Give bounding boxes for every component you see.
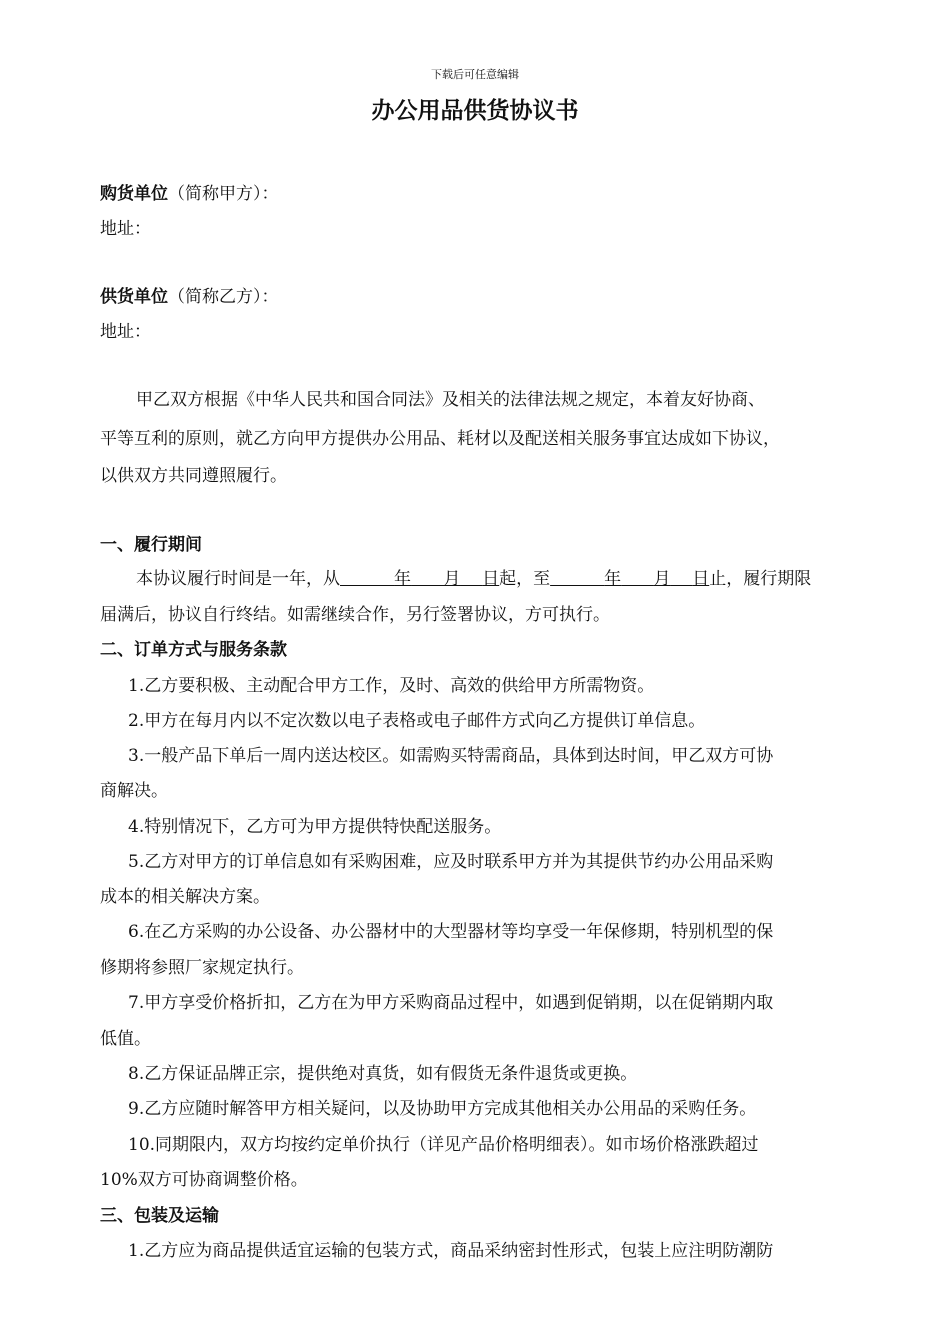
clause-line: 2.甲方在每月内以不定次数以电子表格或电子邮件方式向乙方提供订单信息。	[128, 711, 706, 731]
party-b-label: 供货单位	[100, 287, 168, 307]
clause-line: 7.甲方享受价格折扣，乙方在为甲方采购商品过程中，如遇到促销期，以在促销期内取	[128, 993, 774, 1013]
section-heading: 一、履行期间	[100, 535, 202, 555]
from-month: 月	[443, 569, 461, 589]
clause-line: 10.同期限内，双方均按约定单价执行（详见产品价格明细表）。如市场价格涨跌超过	[128, 1135, 759, 1155]
clause-line: 3.一般产品下单后一周内送达校区。如需购买特需商品，具体到达时间，甲乙双方可协	[128, 746, 774, 766]
clause-line: 1.乙方要积极、主动配合甲方工作，及时、高效的供给甲方所需物资。	[128, 676, 655, 696]
party-a-line	[100, 182, 870, 206]
term-line	[136, 567, 906, 591]
to-day: 日	[692, 569, 710, 589]
clause-line: 5.乙方对甲方的订单信息如有采购困难，应及时联系甲方并为其提供节约办公用品采购	[128, 852, 774, 872]
clause-line: 4.特别情况下，乙方可为甲方提供特快配送服务。	[128, 817, 502, 837]
party-a-paren: （简称甲方）：	[168, 184, 279, 204]
party-a-label: 购货单位	[100, 184, 168, 204]
header-note: 下载后可任意编辑	[431, 68, 519, 81]
party-b-paren: （简称乙方）：	[168, 287, 279, 307]
section-heading: 二、订单方式与服务条款	[100, 640, 287, 660]
term-text-end: 止，履行期限	[709, 569, 812, 589]
clause-line: 商解决。	[100, 781, 168, 801]
to-date-blank	[550, 569, 709, 589]
term-text-mid: 起，至	[499, 569, 551, 589]
clause-line: 10%双方可协商调整价格。	[100, 1170, 308, 1190]
clause-line: 8.乙方保证品牌正宗，提供绝对真货，如有假货无条件退货或更换。	[128, 1064, 638, 1084]
party-b-line	[100, 285, 870, 309]
clause-line: 6.在乙方采购的办公设备、办公器材中的大型器材等均享受一年保修期，特别机型的保	[128, 922, 774, 942]
from-date-blank	[340, 569, 499, 589]
preamble-line: 平等互利的原则，就乙方向甲方提供办公用品、耗材以及配送相关服务事宜达成如下协议，	[100, 429, 780, 449]
clause-line: 低值。	[100, 1029, 151, 1049]
clause-line: 9.乙方应随时解答甲方相关疑问，以及协助甲方完成其他相关办公用品的采购任务。	[128, 1099, 757, 1119]
party-a-address: 地址：	[100, 219, 151, 239]
term-line-2: 届满后，协议自行终结。如需继续合作，另行签署协议，方可执行。	[100, 605, 610, 625]
preamble-line: 甲乙双方根据《中华人民共和国合同法》及相关的法律法规之规定，本着友好协商、	[136, 390, 765, 410]
from-year: 年	[394, 569, 412, 589]
term-text-start: 本协议履行时间是一年，从	[136, 569, 340, 589]
section-heading: 三、包装及运输	[100, 1206, 219, 1226]
clause-line: 修期将参照厂家规定执行。	[100, 958, 304, 978]
clause-line: 成本的相关解决方案。	[100, 887, 270, 907]
document-title: 办公用品供货协议书	[371, 97, 579, 124]
to-month: 月	[653, 569, 671, 589]
clause-line: 1.乙方应为商品提供适宜运输的包装方式，商品采纳密封性形式，包装上应注明防潮防	[128, 1241, 774, 1261]
to-year: 年	[604, 569, 622, 589]
party-b-address: 地址：	[100, 322, 151, 342]
from-day: 日	[482, 569, 500, 589]
preamble-line: 以供双方共同遵照履行。	[100, 466, 287, 486]
